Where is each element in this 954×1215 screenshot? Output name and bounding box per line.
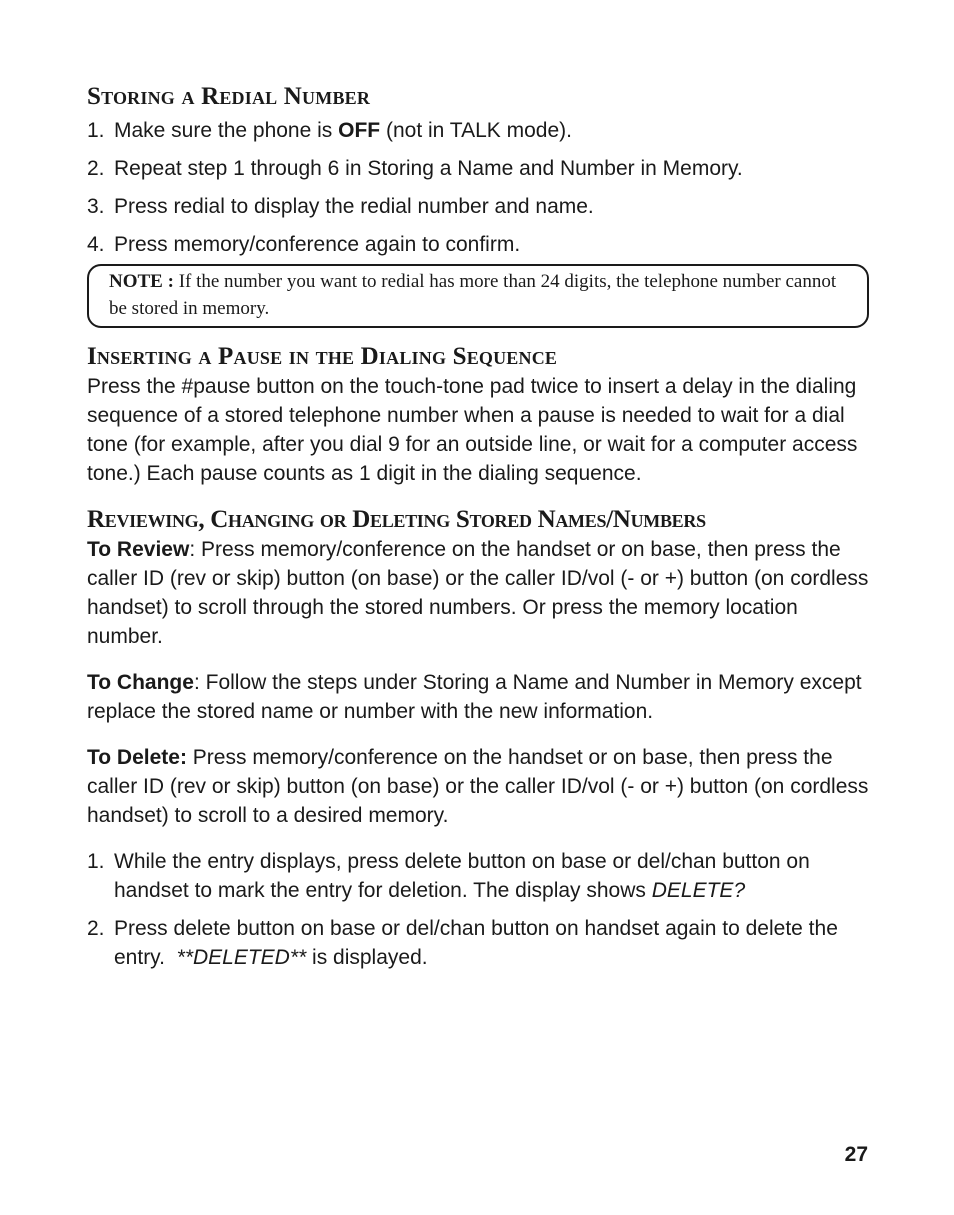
step-text: Press delete button on base or del/chan button on handset again to delete the entry. <box>114 917 844 969</box>
display-message: **DELETED** <box>176 946 307 969</box>
heading-reviewing-changing-deleting: Reviewing, Changing or Deleting Stored Names/Numbers <box>87 506 706 533</box>
step-text: (not in TALK mode). <box>380 119 572 142</box>
manual-page <box>87 82 869 972</box>
delete-label: To Delete: <box>87 746 187 769</box>
note-text: If the number you want to redial has more than 24 digits, the telephone number cannot be stored in memory. <box>109 271 837 319</box>
step-text: is displayed. <box>306 946 428 969</box>
step-text: Repeat step 1 through 6 in Storing a Name and Number in Memory. <box>114 157 743 180</box>
step-number: 1. <box>87 850 105 873</box>
list-item <box>87 230 869 259</box>
step-number: 2. <box>87 157 105 180</box>
step-number: 4. <box>87 233 105 256</box>
note-label: NOTE : <box>109 271 174 292</box>
change-text: : Follow the steps under Storing a Name and Number in Memory except replace the stored name or number with the new information. <box>87 671 862 723</box>
list-item <box>87 154 869 183</box>
list-item <box>87 914 869 972</box>
display-message: DELETE? <box>651 879 746 902</box>
heading-storing-redial-number: Storing a Redial Number <box>87 83 371 110</box>
list-item <box>87 116 869 145</box>
heading-inserting-pause: Inserting a Pause in the Dialing Sequence <box>87 343 558 370</box>
pause-paragraph: Press the #pause button on the touch-tone pad twice to insert a delay in the dialing sequence of a stored telephone number when a pause is needed to wait for a dial tone (for example, after you dial 9 for an outside line, or wait for a computer access tone.) Each pause counts as 1 digit in the dialing sequence. <box>87 375 858 485</box>
change-label: To Change <box>87 671 194 694</box>
delete-steps-list <box>87 847 869 972</box>
review-paragraph <box>87 535 869 651</box>
delete-paragraph <box>87 743 869 830</box>
redial-steps-list <box>87 116 869 259</box>
review-text: : Press memory/conference on the handset or on base, then press the caller ID (rev or skip) button (on base) or the caller ID/vol (- or +) button (on cordless handset) to scroll through the stored numbers. Or press the memory location number. <box>87 538 869 648</box>
step-text: While the entry displays, press delete button on base or del/chan button on handset to mark the entry for deletion. The display shows <box>114 850 810 902</box>
step-number: 3. <box>87 195 105 218</box>
list-item <box>87 847 869 905</box>
step-text: Press redial to display the redial number and name. <box>114 195 594 218</box>
page-number: 27 <box>844 1143 868 1166</box>
step-number: 1. <box>87 119 105 142</box>
step-number: 2. <box>87 917 105 940</box>
step-bold-text: OFF <box>338 119 381 142</box>
step-text: Make sure the phone is <box>114 119 339 142</box>
step-text: Press memory/conference again to confirm. <box>114 233 521 256</box>
change-paragraph <box>87 668 869 726</box>
delete-text: Press memory/conference on the handset or on base, then press the caller ID (rev or skip) button (on base) or the caller ID/vol (- or +) button (on cordless handset) to scroll to a desired memory. <box>87 746 869 827</box>
review-label: To Review <box>87 538 190 561</box>
note-box <box>87 264 869 328</box>
list-item <box>87 192 869 221</box>
